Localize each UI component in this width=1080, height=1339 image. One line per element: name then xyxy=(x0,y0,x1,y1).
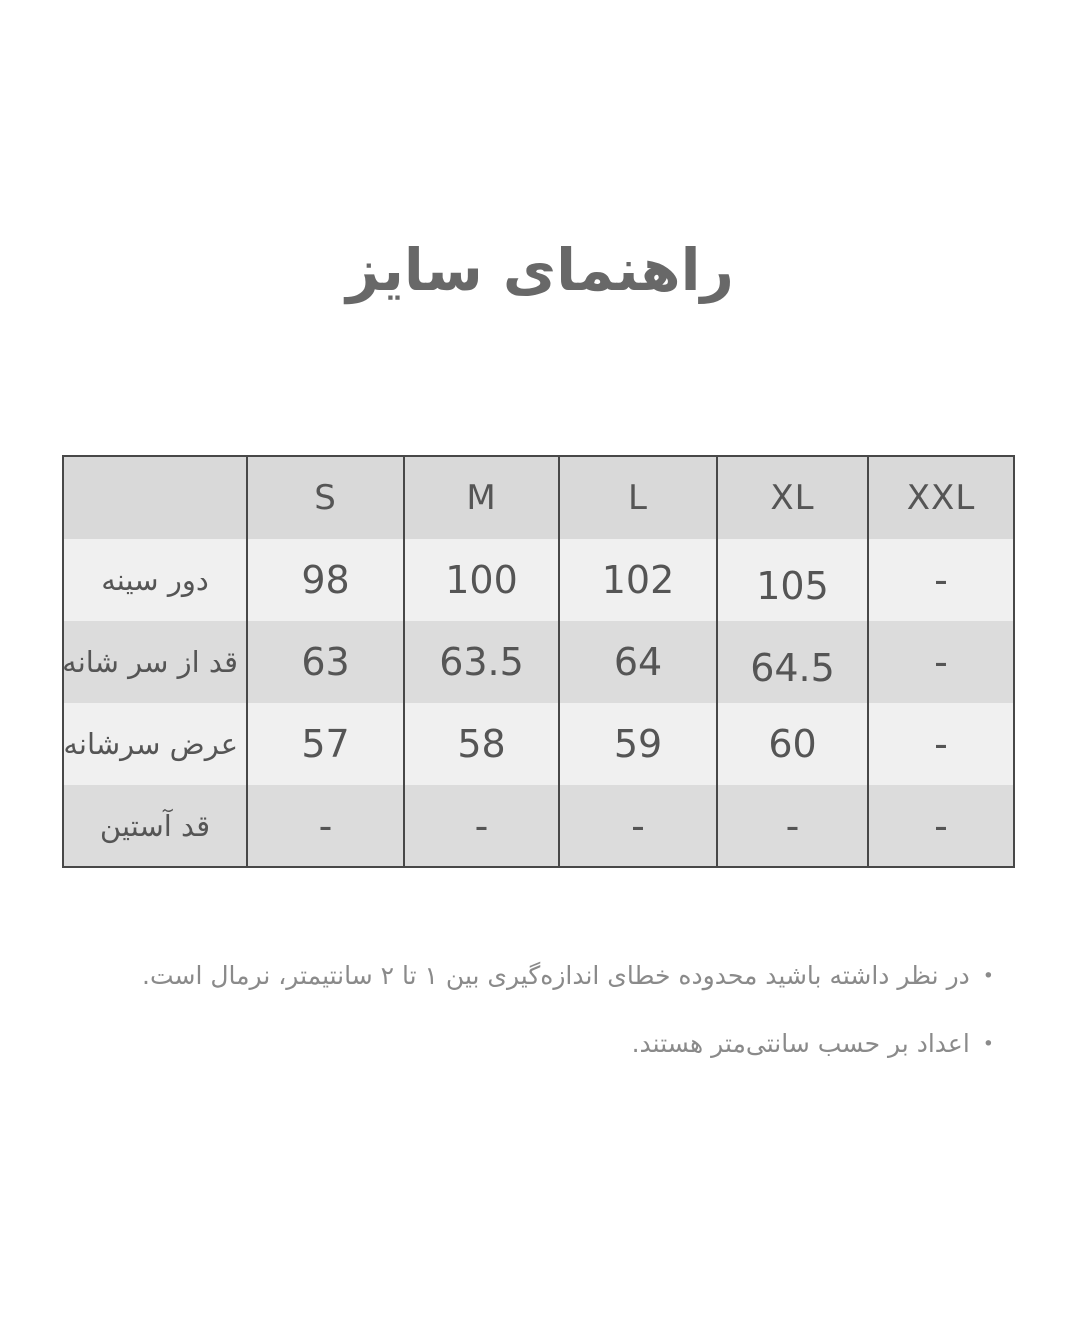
row-label-sleeve-length: قد آستین xyxy=(99,808,211,843)
column-header-s: S xyxy=(247,456,404,539)
size-value: - xyxy=(934,803,948,848)
column-header-m: M xyxy=(404,456,559,539)
size-value: 63 xyxy=(301,640,350,684)
size-value-cell xyxy=(717,621,868,703)
page-title: راهنمای سایز xyxy=(346,236,734,304)
size-value-cell xyxy=(247,539,404,621)
size-value: - xyxy=(934,640,948,684)
size-value-cell xyxy=(717,703,868,785)
footnote-text: در نظر داشته باشید محدوده خطای اندازه‌گیری بین ۱ تا ۲ سانتیمتر، نرمال است. xyxy=(142,961,970,990)
footnotes xyxy=(142,955,994,1065)
size-value-cell xyxy=(404,785,559,867)
column-header-xxl: XXL xyxy=(868,456,1014,539)
size-value: 105 xyxy=(756,564,829,608)
size-value: 102 xyxy=(601,558,675,602)
size-value: 60 xyxy=(768,722,817,766)
size-value: - xyxy=(474,803,489,848)
size-value: 64.5 xyxy=(750,646,835,690)
size-value: - xyxy=(318,803,333,848)
size-value-cell xyxy=(247,703,404,785)
table-row-chest xyxy=(63,539,1014,621)
size-value: - xyxy=(934,722,948,766)
footnote-item xyxy=(142,955,994,997)
size-value-cell xyxy=(247,621,404,703)
size-value-cell xyxy=(868,703,1014,785)
footnote-item xyxy=(142,1023,994,1065)
size-value: 100 xyxy=(445,558,518,602)
size-value: 57 xyxy=(301,722,350,766)
size-value-cell xyxy=(559,703,717,785)
bullet-icon: • xyxy=(982,1033,994,1055)
size-value: 59 xyxy=(613,722,663,766)
size-value-cell xyxy=(404,703,559,785)
size-value: - xyxy=(631,803,645,848)
column-header-xl: XL xyxy=(717,456,868,539)
size-value-cell xyxy=(868,539,1014,621)
size-value: 64 xyxy=(613,640,663,684)
corner-cell xyxy=(63,456,247,539)
size-value: 98 xyxy=(301,558,350,602)
size-value: - xyxy=(934,558,948,602)
size-value-cell xyxy=(247,785,404,867)
size-value: - xyxy=(785,803,800,848)
row-label-chest: دور سینه xyxy=(101,563,209,597)
table-row-shoulder-width xyxy=(63,703,1014,785)
size-value-cell xyxy=(559,621,717,703)
row-label-shoulder-width: عرض سرشانه xyxy=(63,727,238,761)
size-value: 58 xyxy=(457,722,506,766)
size-guide-table xyxy=(62,455,1015,868)
size-value-cell xyxy=(868,785,1014,867)
footnote-text: اعداد بر حسب سانتی‌متر هستند. xyxy=(631,1029,970,1058)
size-value-cell xyxy=(717,539,868,621)
size-value-cell xyxy=(404,621,559,703)
size-value-cell xyxy=(717,785,868,867)
header-row xyxy=(63,456,1014,539)
table-row-length-from-shoulder xyxy=(63,621,1014,703)
bullet-icon: • xyxy=(982,965,994,987)
size-value-cell xyxy=(559,785,717,867)
column-header-l: L xyxy=(559,456,717,539)
row-label-length-from-shoulder: قد از سر شانه xyxy=(62,645,238,679)
size-value: 63.5 xyxy=(439,640,524,684)
size-value-cell xyxy=(404,539,559,621)
table-row-sleeve-length xyxy=(63,785,1014,867)
size-value-cell xyxy=(559,539,717,621)
size-value-cell xyxy=(868,621,1014,703)
